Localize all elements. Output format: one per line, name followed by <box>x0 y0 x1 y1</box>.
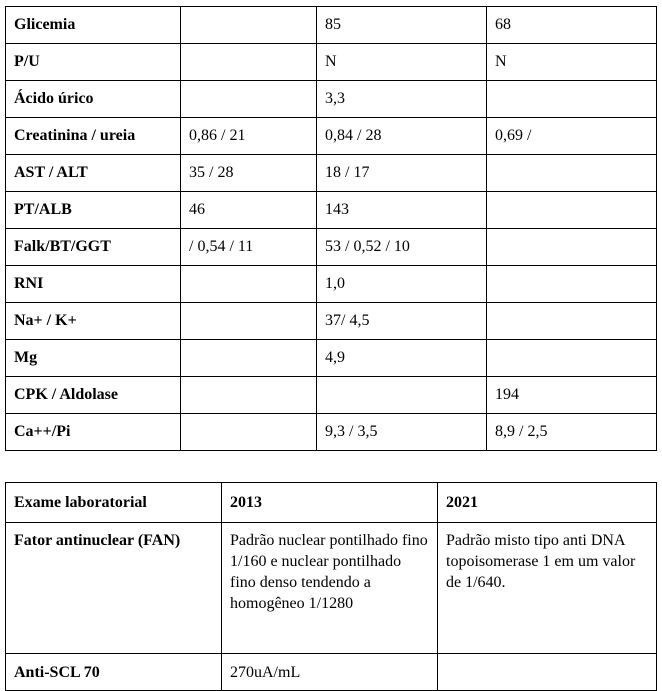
lab-row-label: AST / ALT <box>6 155 181 192</box>
lab-row <box>6 414 657 451</box>
antibody-exam-table <box>5 482 657 691</box>
lab-value-col3: 8,9 / 2,5 <box>487 414 657 451</box>
lab-row <box>6 192 657 229</box>
lab-value-col1: 46 <box>181 192 317 229</box>
lab-row-label: Falk/BT/GGT <box>6 229 181 266</box>
lab-value-col2: 9,3 / 3,5 <box>317 414 487 451</box>
lab-row-label: CPK / Aldolase <box>6 377 181 414</box>
lab-value-col2: 143 <box>317 192 487 229</box>
lab-value-col3 <box>487 229 657 266</box>
exam-fan-2013: Padrão nuclear pontilhado fino 1/160 e nuclear pontilhado fino denso tendendo a homogêneo 1/1280 <box>222 523 438 654</box>
lab-value-col3: 0,69 / <box>487 118 657 155</box>
lab-row-label: Creatinina / ureia <box>6 118 181 155</box>
lab-value-col1 <box>181 7 317 44</box>
header-exame-laboratorial: Exame laboratorial <box>6 483 222 523</box>
lab-value-col3 <box>487 155 657 192</box>
lab-row-label: Ácido úrico <box>6 81 181 118</box>
lab-value-col3 <box>487 192 657 229</box>
lab-row-label: RNI <box>6 266 181 303</box>
lab-value-col2: 4,9 <box>317 340 487 377</box>
lab-row <box>6 303 657 340</box>
lab-value-col2: 1,0 <box>317 266 487 303</box>
lab-value-col1 <box>181 266 317 303</box>
lab-row <box>6 7 657 44</box>
lab-value-col2: 53 / 0,52 / 10 <box>317 229 487 266</box>
lab-row-label: PT/ALB <box>6 192 181 229</box>
lab-value-col1 <box>181 44 317 81</box>
lab-row-label: Mg <box>6 340 181 377</box>
exam-anti-scl70-2021 <box>438 654 657 691</box>
lab-value-col1 <box>181 340 317 377</box>
lab-row-label: Glicemia <box>6 7 181 44</box>
lab-value-col2: 85 <box>317 7 487 44</box>
lab-row <box>6 81 657 118</box>
lab-results-table <box>5 6 657 451</box>
exam-row-anti-scl70 <box>6 654 657 691</box>
exam-fan-2021: Padrão misto tipo anti DNA topoisomerase 1 em um valor de 1/640. <box>438 523 657 654</box>
lab-value-col1 <box>181 414 317 451</box>
lab-value-col1: 0,86 / 21 <box>181 118 317 155</box>
exam-row-fan <box>6 523 657 654</box>
lab-value-col1: / 0,54 / 11 <box>181 229 317 266</box>
lab-row-label: Na+ / K+ <box>6 303 181 340</box>
lab-value-col2 <box>317 377 487 414</box>
lab-value-col2: 37/ 4,5 <box>317 303 487 340</box>
lab-value-col2: 0,84 / 28 <box>317 118 487 155</box>
header-2021: 2021 <box>438 483 657 523</box>
lab-row <box>6 44 657 81</box>
lab-value-col2: 3,3 <box>317 81 487 118</box>
exam-label-anti-scl70: Anti-SCL 70 <box>6 654 222 691</box>
lab-value-col3 <box>487 266 657 303</box>
exam-label-fan: Fator antinuclear (FAN) <box>6 523 222 654</box>
lab-row-label: P/U <box>6 44 181 81</box>
exam-anti-scl70-2013: 270uA/mL <box>222 654 438 691</box>
lab-row-label: Ca++/Pi <box>6 414 181 451</box>
lab-results-body <box>6 7 657 451</box>
lab-value-col3 <box>487 81 657 118</box>
lab-value-col3: 194 <box>487 377 657 414</box>
lab-row <box>6 340 657 377</box>
lab-value-col1 <box>181 81 317 118</box>
lab-row <box>6 118 657 155</box>
lab-value-col3 <box>487 303 657 340</box>
lab-value-col1: 35 / 28 <box>181 155 317 192</box>
lab-row <box>6 266 657 303</box>
lab-row <box>6 377 657 414</box>
lab-row <box>6 155 657 192</box>
lab-value-col2: N <box>317 44 487 81</box>
lab-value-col2: 18 / 17 <box>317 155 487 192</box>
lab-value-col1 <box>181 303 317 340</box>
lab-value-col3 <box>487 340 657 377</box>
lab-row <box>6 229 657 266</box>
header-2013: 2013 <box>222 483 438 523</box>
lab-value-col1 <box>181 377 317 414</box>
exam-table-header-row <box>6 483 657 523</box>
lab-value-col3: 68 <box>487 7 657 44</box>
lab-value-col3: N <box>487 44 657 81</box>
